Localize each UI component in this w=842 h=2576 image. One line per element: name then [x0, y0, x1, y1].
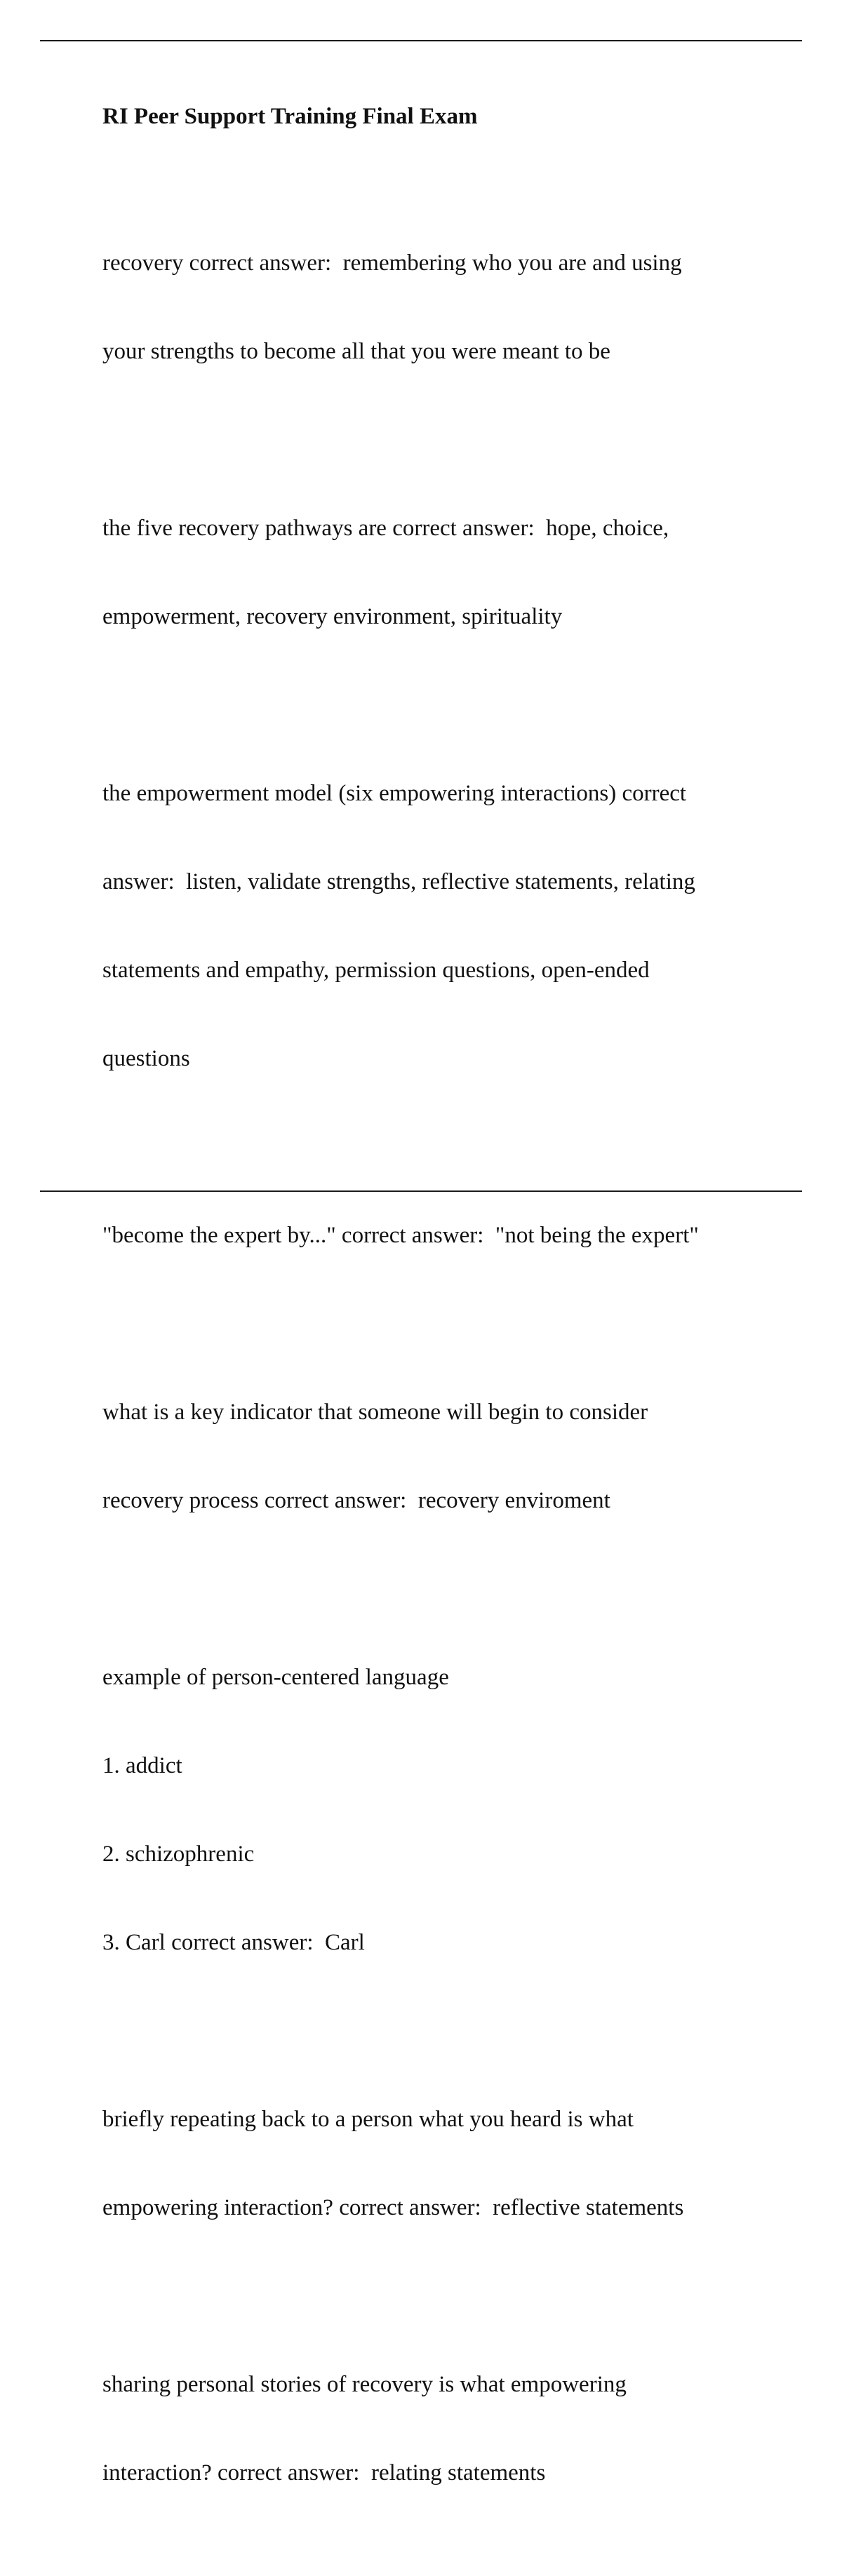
entry-line: 1. addict: [102, 1753, 182, 1778]
qa-entry-recovery-pathways: [102, 455, 776, 690]
entry-line: sharing personal stories of recovery is what empowering: [102, 2372, 627, 2397]
entry-line: the empowerment model (six empowering interactions) correct: [102, 781, 687, 806]
entry-line: the five recovery pathways are correct answer: hope, choice,: [102, 516, 669, 541]
entry-line: recovery correct answer: remembering who you are and using: [102, 250, 682, 276]
entry-line: 2. schizophrenic: [102, 1842, 255, 1867]
entry-line: empowerment, recovery environment, spirituality: [102, 604, 563, 629]
bottom-divider: [40, 1190, 802, 1192]
document-title: RI Peer Support Training Final Exam: [102, 104, 478, 129]
entry-line: example of person-centered language: [102, 1665, 449, 1690]
entry-line: interaction? correct answer: relating statements: [102, 2460, 546, 2486]
entry-line: empowering interaction? correct answer: reflective statements: [102, 2195, 684, 2220]
entry-line: questions: [102, 1046, 190, 1071]
qa-entry-person-centered-language: [102, 1604, 776, 2016]
entry-line: statements and empathy, permission questions, open-ended: [102, 958, 650, 983]
entry-line: briefly repeating back to a person what you heard is what: [102, 2107, 634, 2132]
top-divider: [40, 40, 802, 41]
qa-entry-key-indicator: [102, 1339, 776, 1574]
entry-line: answer: listen, validate strengths, reflective statements, relating: [102, 869, 695, 894]
document-body: [102, 102, 776, 2576]
qa-entry-empowerment-model: [102, 720, 776, 1132]
entry-line: 3. Carl correct answer: Carl: [102, 1930, 365, 1955]
qa-entry-relating-statements: [102, 2311, 776, 2547]
qa-entry-recovery: [102, 189, 776, 425]
qa-entry-reflective-statements: [102, 2046, 776, 2281]
entry-line: what is a key indicator that someone will begin to consider: [102, 1400, 648, 1425]
entry-line: "become the expert by..." correct answer: "not being the expert": [102, 1223, 699, 1248]
entry-line: recovery process correct answer: recovery enviroment: [102, 1488, 610, 1513]
entry-line: your strengths to become all that you were meant to be: [102, 339, 610, 364]
qa-entry-become-expert: [102, 1162, 776, 1309]
